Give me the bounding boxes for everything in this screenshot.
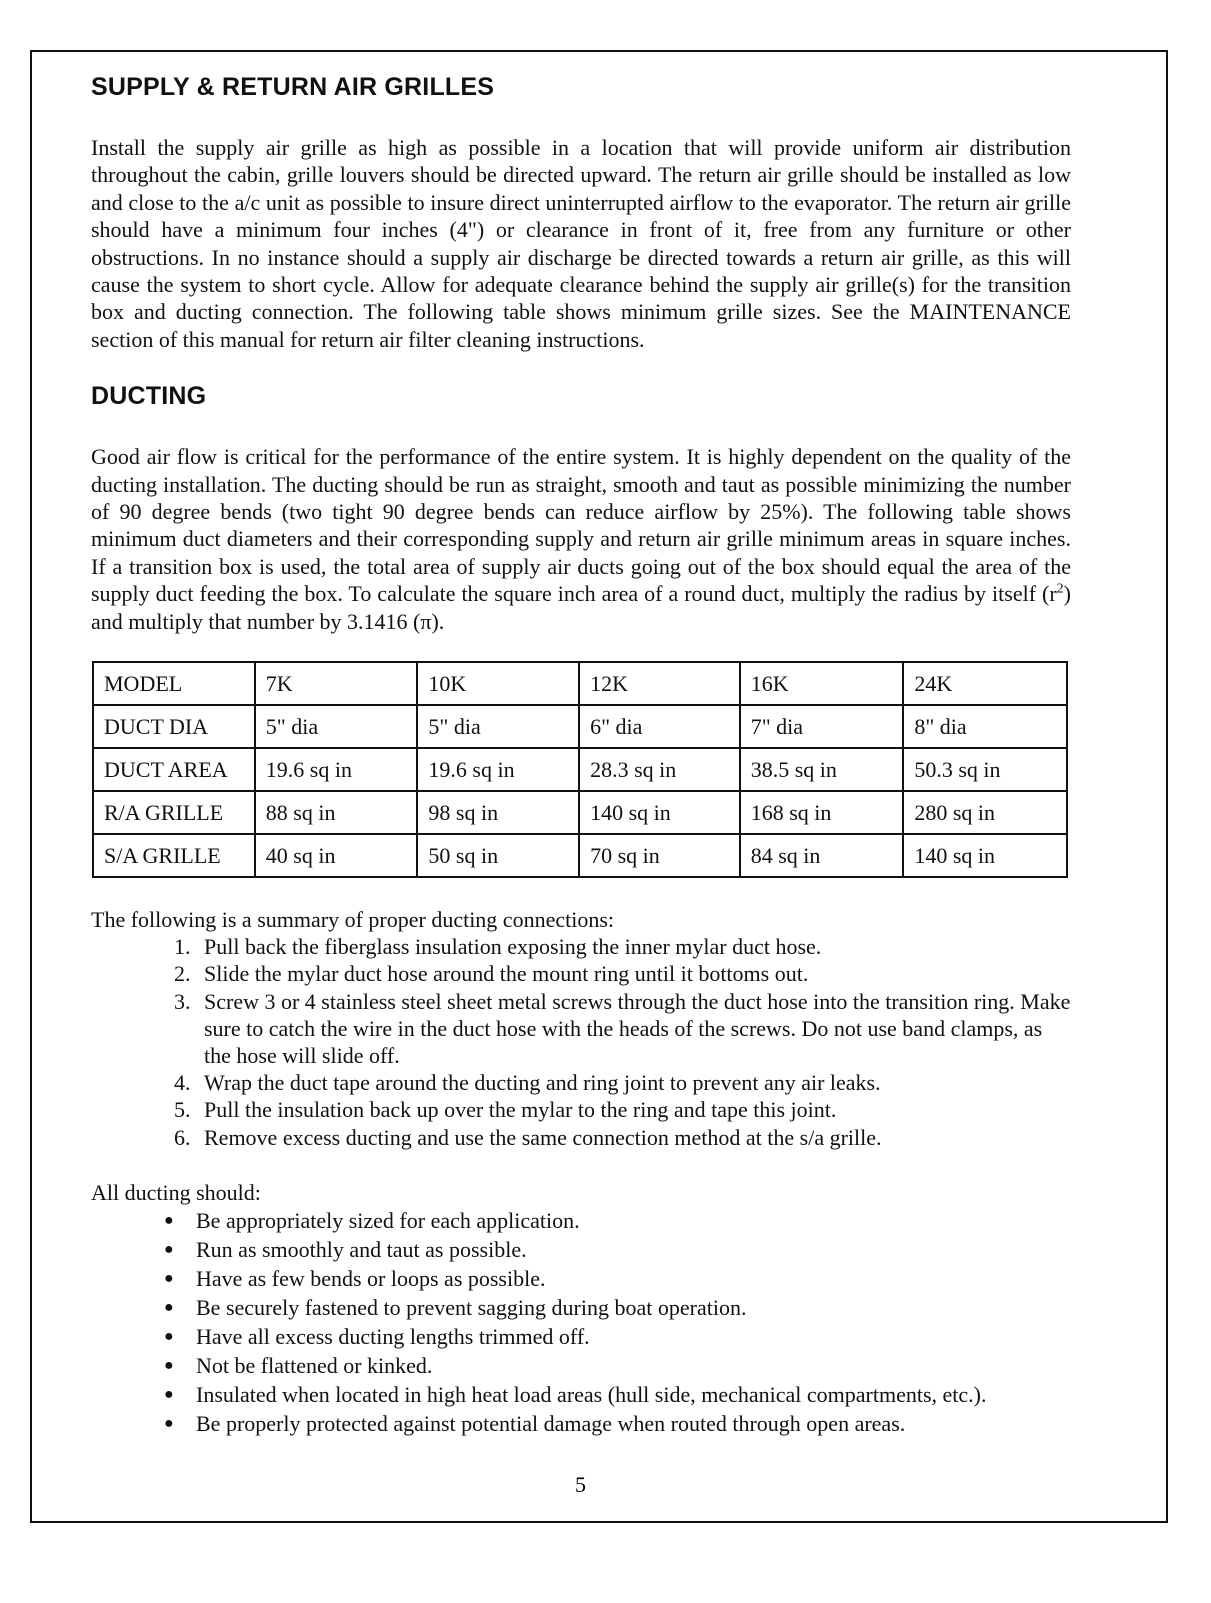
requirement-text: Have as few bends or loops as possible. <box>196 1265 546 1291</box>
table-cell: 16K <box>740 662 904 705</box>
table-row <box>93 791 1067 834</box>
ducting-paragraph-main: Good air flow is critical for the performance of the entire system. It is highly dependent on the quality of the ducting installation. The ducting should be run as straight, smooth and taut as possible minimizing the number of 90 degree bends (two tight 90 degree bends can reduce airflow by 25%). The following table shows minimum duct diameters and their corresponding supply and return air grille minimum areas in square inches. If a transition box is used, the total area of supply air ducts going out of the box should equal the area of the supply duct feeding the box. To calculate the square inch area of a round duct, multiply the radius by itself (r <box>91 444 1071 607</box>
table-cell: 140 sq in <box>579 791 740 834</box>
table-row <box>93 834 1067 877</box>
table-row-header: R/A GRILLE <box>93 791 255 834</box>
requirement-item <box>164 1293 1071 1322</box>
page-number: 5 <box>575 1472 586 1497</box>
table-row <box>93 662 1067 705</box>
table-cell: 38.5 sq in <box>740 748 904 791</box>
step-item: 3. Screw 3 or 4 stainless steel sheet metal screws through the duct hose into the transition ring. Make sure to catch the wire in the duct hose with the heads of the screws. Do not use band clamps, as the hose will slide off. <box>196 988 1071 1070</box>
grilles-paragraph: Install the supply air grille as high as possible in a location that will provide uniform air distribution throughout the cabin, grille louvers should be directed upward. The return air grille should be installed as low and close to the a/c unit as possible to insure direct uninterrupted airflow to the evaporator. The return air grille should have a minimum four inches (4") or clearance in front of it, free from any furniture or other obstructions. In no instance should a supply air discharge be directed towards a return air grille, as this will cause the system to short cycle. Allow for adequate clearance behind the supply air grille(s) for the transition box and ducting connection. The following table shows minimum grille sizes. See the MAINTENANCE section of this manual for return air filter cleaning instructions. <box>91 135 1071 352</box>
table-cell: 12K <box>579 662 740 705</box>
step-item: 6. Remove excess ducting and use the same connection method at the s/a grille. <box>196 1124 1071 1151</box>
step-item: 4. Wrap the duct tape around the ducting and ring joint to prevent any air leaks. <box>196 1069 1071 1096</box>
table-cell: 19.6 sq in <box>255 748 418 791</box>
bullet-icon: ● <box>164 1328 174 1346</box>
table-cell: 8" dia <box>903 705 1067 748</box>
table-row-header: DUCT DIA <box>93 705 255 748</box>
step-item: 1. Pull back the fiberglass insulation exposing the inner mylar duct hose. <box>196 933 1071 960</box>
table-cell: 24K <box>903 662 1067 705</box>
requirements-intro: All ducting should: <box>91 1179 261 1205</box>
requirement-item <box>164 1235 1071 1264</box>
table-cell: 6" dia <box>579 705 740 748</box>
radius-superscript: 2 <box>1056 581 1064 597</box>
bullet-icon: ● <box>164 1269 174 1287</box>
requirement-item <box>164 1409 1071 1438</box>
page-content <box>91 70 1071 1438</box>
requirement-item <box>164 1206 1071 1235</box>
requirement-item <box>164 1351 1071 1380</box>
requirement-text: Be securely fastened to prevent sagging during boat operation. <box>196 1295 747 1320</box>
ducting-paragraph-tail: ) and multiply that number by 3.1416 (π). <box>91 581 1071 634</box>
requirement-text: Run as smoothly and taut as possible. <box>196 1236 527 1262</box>
requirement-item <box>164 1322 1071 1351</box>
bullet-icon: ● <box>164 1357 174 1375</box>
table-cell: 5" dia <box>255 705 418 748</box>
bullet-icon: ● <box>164 1415 174 1433</box>
table-cell: 10K <box>417 662 579 705</box>
table-row <box>93 748 1067 791</box>
grilles-heading: SUPPLY & RETURN AIR GRILLES <box>91 73 495 101</box>
requirement-text: Have all excess ducting lengths trimmed off. <box>196 1324 590 1350</box>
bullet-icon: ● <box>164 1386 174 1404</box>
table-cell: 50.3 sq in <box>903 748 1067 791</box>
connections-steps <box>91 933 1071 1151</box>
duct-sizing-table <box>92 661 1068 878</box>
requirement-item <box>164 1264 1071 1293</box>
table-row-header: DUCT AREA <box>93 748 255 791</box>
ducting-heading: DUCTING <box>91 382 207 411</box>
requirement-text: Be appropriately sized for each application. <box>196 1207 580 1233</box>
bullet-icon: ● <box>164 1240 174 1258</box>
table-cell: 140 sq in <box>903 834 1067 877</box>
table-cell: 7K <box>255 662 418 705</box>
table-cell: 70 sq in <box>579 834 740 877</box>
table-cell: 168 sq in <box>740 791 904 834</box>
connections-intro: The following is a summary of proper ducting connections: <box>91 907 614 933</box>
table-row-header: MODEL <box>93 662 255 705</box>
table-cell: 28.3 sq in <box>579 748 740 791</box>
table-cell: 50 sq in <box>417 834 579 877</box>
table-cell: 5" dia <box>417 705 579 748</box>
table-cell: 280 sq in <box>903 791 1067 834</box>
table-cell: 7" dia <box>740 705 904 748</box>
table-cell: 19.6 sq in <box>417 748 579 791</box>
bullet-icon: ● <box>164 1211 174 1229</box>
step-item: 5. Pull the insulation back up over the mylar to the ring and tape this joint. <box>196 1096 1071 1123</box>
requirements-list <box>91 1206 1071 1439</box>
table-row <box>93 705 1067 748</box>
requirement-item <box>164 1380 1071 1409</box>
ducting-paragraph <box>91 443 1071 635</box>
step-item: 2. Slide the mylar duct hose around the mount ring until it bottoms out. <box>196 960 1071 987</box>
requirement-text: Not be flattened or kinked. <box>196 1353 433 1379</box>
table-cell: 98 sq in <box>417 791 579 834</box>
table-cell: 84 sq in <box>740 834 904 877</box>
table-row-header: S/A GRILLE <box>93 834 255 877</box>
table-cell: 88 sq in <box>255 791 418 834</box>
requirement-text: Be properly protected against potential damage when routed through open areas. <box>196 1411 906 1437</box>
bullet-icon: ● <box>164 1299 174 1316</box>
requirement-text: Insulated when located in high heat load areas (hull side, mechanical compartments, etc.). <box>196 1382 987 1408</box>
table-cell: 40 sq in <box>255 834 418 877</box>
